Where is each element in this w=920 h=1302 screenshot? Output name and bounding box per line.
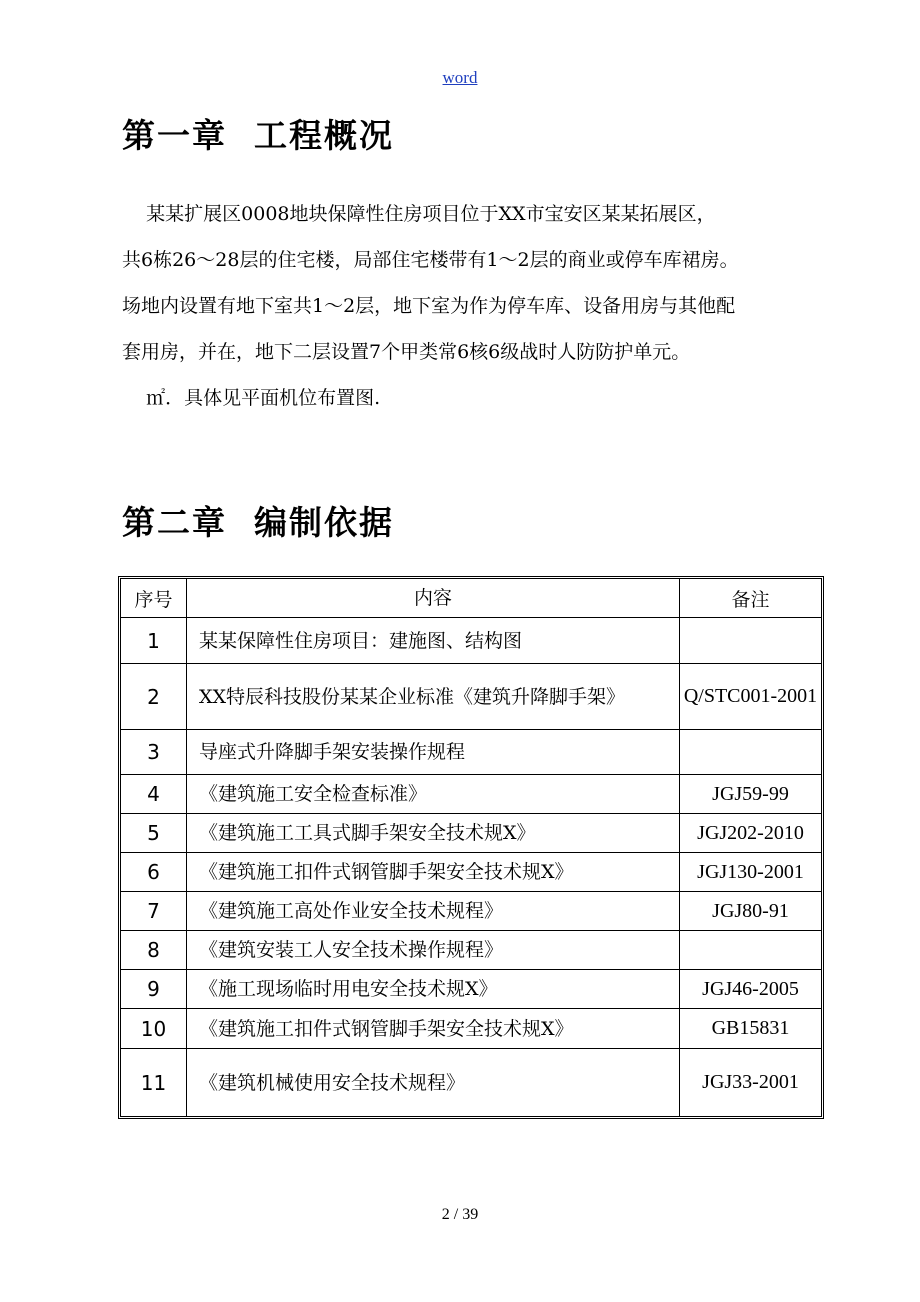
row-content: 导座式升降脚手架安装操作规程 (187, 730, 680, 775)
row-note: JGJ33-2001 (702, 1071, 799, 1093)
row-num: 4 (121, 775, 187, 814)
row-content: 《建筑机械使用安全技术规程》 (187, 1049, 680, 1116)
body-line: 某某扩展区0008地块保障性住房项目位于XX市宝安区某某拓展区， (122, 203, 716, 225)
table-row (121, 730, 821, 775)
row-note (680, 931, 821, 970)
row-num: 7 (121, 892, 187, 931)
table-row (121, 814, 821, 853)
table-row (121, 1049, 821, 1116)
table-row (121, 1009, 821, 1049)
chapter-1-title: 第一章 工程概况 (122, 116, 394, 155)
row-note (680, 730, 821, 775)
row-note: JGJ46-2005 (680, 970, 821, 1009)
row-note (680, 618, 821, 664)
table-row (121, 664, 821, 730)
header-note: 备注 (680, 579, 821, 618)
body-line: 场地内设置有地下室共1～2层，地下室为作为停车库、设备用房与其他配 (122, 295, 736, 317)
row-num: 9 (121, 970, 187, 1009)
row-num: 5 (121, 814, 187, 853)
row-num: 10 (121, 1009, 187, 1049)
row-num: 2 (121, 664, 187, 730)
row-num: 11 (121, 1049, 187, 1116)
row-num: 8 (121, 931, 187, 970)
row-note: JGJ202-2010 (680, 814, 821, 853)
row-num: 3 (121, 730, 187, 775)
row-content: 《建筑施工安全检查标准》 (187, 775, 680, 814)
row-note: GB15831 (680, 1009, 821, 1049)
table-row (121, 853, 821, 892)
table-header-row (121, 579, 821, 618)
body-line: ㎡．具体见平面机位布置图. (122, 387, 381, 409)
row-note: JGJ59-99 (680, 775, 821, 814)
row-content: 《建筑施工工具式脚手架安全技术规X》 (187, 814, 680, 853)
row-note: JGJ130-2001 (680, 853, 821, 892)
body-line: 共6栋26～28层的住宅楼，局部住宅楼带有1～2层的商业或停车库裙房。 (122, 249, 739, 271)
body-line: 套用房，并在，地下二层设置7个甲类常6核6级战时人防防护单元。 (122, 341, 691, 363)
table-row (121, 970, 821, 1009)
row-note: JGJ80-91 (680, 892, 821, 931)
chapter-2-title: 第二章 编制依据 (122, 503, 394, 542)
table-row (121, 931, 821, 970)
row-content: 《建筑施工高处作业安全技术规程》 (187, 892, 680, 931)
row-num: 1 (121, 618, 187, 664)
table-row (121, 892, 821, 931)
header-num: 序号 (121, 579, 187, 618)
row-content: 《建筑施工扣件式钢管脚手架安全技术规X》 (187, 853, 680, 892)
row-content: XX特辰科技股份某某企业标准《建筑升降脚手架》 (187, 664, 680, 730)
header-word-link[interactable]: word (442, 68, 478, 87)
basis-table (118, 576, 824, 1119)
row-num: 6 (121, 853, 187, 892)
table-row (121, 618, 821, 664)
header-content: 内容 (187, 579, 680, 618)
row-content: 《施工现场临时用电安全技术规X》 (187, 970, 680, 1009)
row-content: 《建筑安装工人安全技术操作规程》 (187, 931, 680, 970)
table-row (121, 775, 821, 814)
chapter-1-body (122, 191, 832, 421)
row-note: Q/STC001-2001 (680, 664, 821, 730)
page-indicator: 2 / 39 (441, 1206, 479, 1223)
row-content: 《建筑施工扣件式钢管脚手架安全技术规X》 (187, 1009, 680, 1049)
row-content: 某某保障性住房项目：建施图、结构图 (187, 618, 680, 664)
